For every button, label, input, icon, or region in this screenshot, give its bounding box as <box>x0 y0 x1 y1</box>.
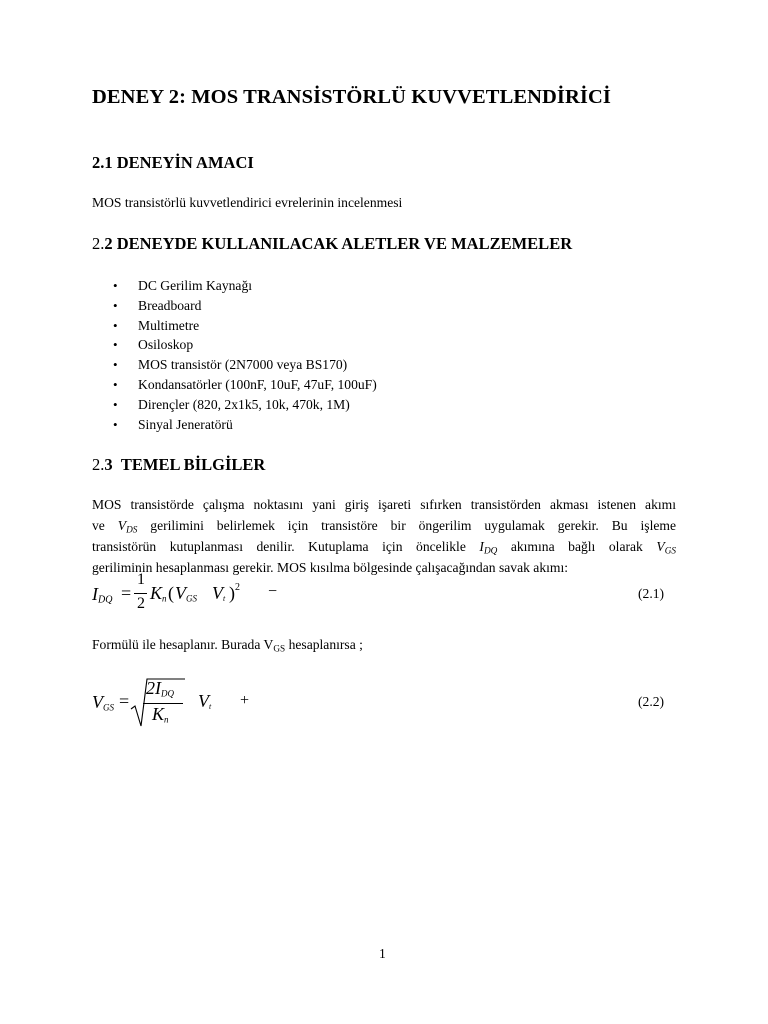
eq1-vt: $V_t$ <box>212 583 226 603</box>
list-item: • Kondansatörler (100nF, 10uF, 47uF, 100uF) <box>112 375 377 395</box>
section-heading-equipment <box>92 234 572 254</box>
eq1-frac-num: 1 <box>137 571 145 588</box>
eq2-numerator: $2I_{DQ}$ <box>146 678 174 699</box>
eq2-vt: $V_t$ <box>198 691 212 711</box>
section-number-suffix: 2 <box>104 234 113 253</box>
list-item: • Sinyal Jeneratörü <box>112 415 377 435</box>
eq2-equals: = <box>119 691 130 711</box>
section-heading-purpose <box>92 153 254 173</box>
list-item: • DC Gerilim Kaynağı <box>112 276 377 296</box>
section-number: 2.1 <box>92 153 113 172</box>
basics-paragraph <box>92 494 676 578</box>
eq1-lhs: $I_{DQ}$ <box>92 584 113 606</box>
section-title: DENEYDE KULLANILACAK ALETLER VE MALZEMELER <box>116 234 573 253</box>
eq1-operator: − <box>268 583 278 600</box>
section-heading-basics <box>92 455 265 475</box>
eq1-power: 2 <box>235 582 240 593</box>
eq1-k: $K_n$ <box>150 583 167 604</box>
eq1-vgs: $V_{GS}$ <box>175 583 197 604</box>
eq2-denominator: $K_n$ <box>152 704 169 725</box>
paragraph-line: transistörün kutuplanması denilir. Kutuplama için öncelikle $I_{DQ}$ akımına bağlı olarak $V_{GS}$ <box>92 539 676 556</box>
page-title: DENEY 2: MOS TRANSİSTÖRLÜ KUVVETLENDİRİCİ <box>92 86 611 108</box>
paragraph-line: MOS transistörde çalışma noktasını yani giriş işareti sıfırken transistörden akması istenen akımı <box>92 497 676 512</box>
page-number: 1 <box>379 946 386 961</box>
eq1-number: (2.1) <box>638 586 665 601</box>
section-number-prefix: 2. <box>92 234 105 253</box>
list-item: • Osiloskop <box>112 335 377 355</box>
vgs-symbol: $V_{GS}$ <box>656 539 676 556</box>
eq1-frac-den: 2 <box>137 595 145 612</box>
equipment-list <box>112 276 377 434</box>
list-item: • MOS transistör (2N7000 veya BS170) <box>112 355 377 375</box>
eq1-frac-bar <box>134 593 147 594</box>
eq1-close-paren: ) <box>229 583 235 603</box>
section-title: DENEYİN AMACI <box>116 153 254 172</box>
section-number-prefix: 2. <box>92 455 105 474</box>
eq1-open-paren: ( <box>168 583 174 603</box>
eq2-operator: + <box>240 692 250 709</box>
section-title: TEMEL BİLGİLER <box>120 455 266 474</box>
purpose-text: MOS transistörlü kuvvetlendirici evrelerinin incelenmesi <box>92 195 403 210</box>
idq-symbol: $I_{DQ}$ <box>479 539 498 556</box>
list-item: • Dirençler (820, 2x1k5, 10k, 470k, 1M) <box>112 395 377 415</box>
list-item: • Breadboard <box>112 296 377 316</box>
eq2-number: (2.2) <box>638 694 665 709</box>
section-number-suffix: 3 <box>104 455 113 474</box>
eq2-lhs: $V_{GS}$ <box>92 692 114 713</box>
vds-symbol: $V_{DS}$ <box>117 518 138 535</box>
list-item: • Multimetre <box>112 316 377 336</box>
eq1-equals: = <box>121 583 132 603</box>
paragraph-line: ve $V_{DS}$ gerilimini belirlemek için transistöre bir öngerilim uygulamak gerekir. Bu işleme <box>92 518 676 535</box>
formula-text: Formülü ile hesaplanır. Burada $V_{GS}$ hesaplanırsa ; <box>92 637 363 654</box>
paragraph-line: geriliminin hesaplanması gerekir. MOS kısılma bölgesinde çalışacağından savak akımı: <box>92 560 569 575</box>
